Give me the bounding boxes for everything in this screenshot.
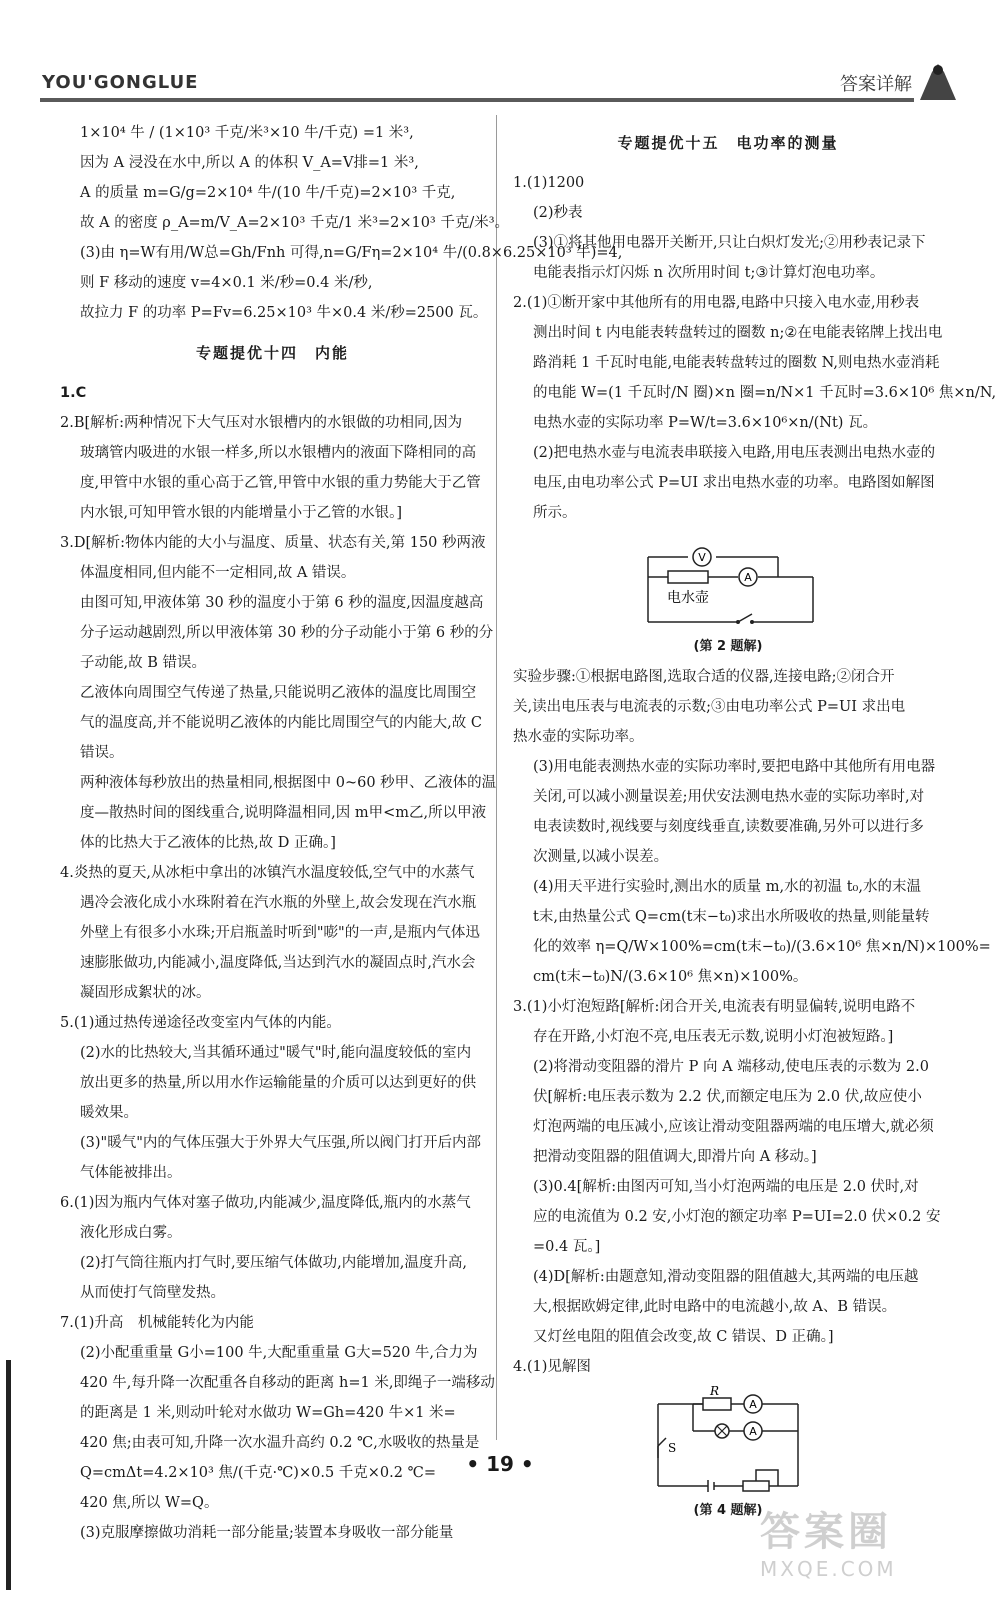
text-line: 气的温度高,并不能说明乙液体的内能比周围空气的内能大,故 C [80, 715, 482, 731]
header-rule [40, 98, 914, 102]
answer-line: 2.B[解析:两种情况下大气压对水银槽内的水银做的功相同,因为 [60, 415, 463, 431]
text-line: (4)用天平进行实验时,测出水的质量 m,水的初温 t₀,水的末温 [533, 879, 921, 895]
figure-caption: (第 4 题解) [693, 1503, 763, 1518]
watermark-text: 答案圈 [760, 1509, 892, 1555]
watermark [760, 1500, 970, 1590]
answer-line: 1.(1)1200 [513, 175, 585, 191]
text-line: 故拉力 F 的功率 P=Fv=6.25×10³ 牛×0.4 米/秒=2500 瓦。 [80, 305, 488, 321]
answer-line: 6.(1)因为瓶内气体对塞子做功,内能减少,温度降低,瓶内的水蒸气 [60, 1195, 471, 1211]
text-line: 把滑动变阻器的阻值调大,即滑片向 A 移动。] [533, 1149, 817, 1165]
text-line: 从而使打气筒壁发热。 [80, 1285, 225, 1301]
svg-text:A: A [749, 1425, 757, 1438]
answer-line: 5.(1)通过热传递途径改变室内气体的内能。 [60, 1015, 341, 1031]
text-line: 体温度相同,但内能不一定相同,故 A 错误。 [80, 565, 356, 581]
text-line: 乙液体向周围空气传递了热量,只能说明乙液体的温度比周围空 [80, 685, 477, 701]
answer-line: 7.(1)升高 机械能转化为内能 [60, 1315, 254, 1331]
text-line: 420 焦,所以 W=Q。 [80, 1495, 219, 1511]
text-line: 遇冷会液化成小水珠附着在汽水瓶的外壁上,故会发现在汽水瓶 [80, 895, 477, 911]
text-line: 关闭,可以减小测量误差;用伏安法测电热水壶的实际功率时,对 [533, 789, 925, 805]
header-title: 答案详解 [840, 74, 912, 95]
text-line: 两种液体每秒放出的热量相同,根据图中 0~60 秒甲、乙液体的温 [80, 775, 497, 791]
page-number: • 19 • [466, 1452, 534, 1476]
text-line: 电压,由电功率公式 P=UI 求出电热水壶的功率。电路图如解图 [533, 475, 935, 491]
answer-line: 1.C [60, 385, 87, 401]
circuit-diagram-q4 [648, 1386, 808, 1496]
text-line: (3)0.4[解析:由图丙可知,当小灯泡两端的电压是 2.0 伏时,对 [533, 1179, 919, 1195]
text-line: 所示。 [533, 505, 577, 521]
text-line: 凝固形成絮状的冰。 [80, 985, 211, 1001]
text-line: 路消耗 1 千瓦时电能,电能表转盘转过的圈数 N,则电热水壶消耗 [533, 355, 940, 371]
text-line: (3)克服摩擦做功消耗一部分能量;装置本身吸收一部分能量 [80, 1525, 454, 1541]
text-line: 气体能被排出。 [80, 1165, 182, 1181]
svg-text:A: A [744, 571, 752, 584]
text-line: 的距离是 1 米,则动叶轮对水做功 W=Gh=420 牛×1 米= [80, 1405, 456, 1421]
text-line: (2)将滑动变阻器的滑片 P 向 A 端移动,使电压表的示数为 2.0 [533, 1059, 929, 1075]
text-line: 应的电流值为 0.2 安,小灯泡的额定功率 P=UI=2.0 伏×0.2 安 [533, 1209, 941, 1225]
text-line: 次测量,以减小误差。 [533, 849, 669, 865]
text-line: 1×10⁴ 牛 / (1×10³ 千克/米³×10 牛/千克) =1 米³, [80, 125, 414, 141]
text-line: 大,根据欧姆定律,此时电路中的电流越小,故 A、B 错误。 [533, 1299, 897, 1315]
text-line: 体的比热大于乙液体的比热,故 D 正确。] [80, 835, 336, 851]
mascot-icon [916, 62, 960, 102]
text-line: 则 F 移动的速度 v=4×0.1 米/秒=0.4 米/秒, [80, 275, 373, 291]
text-line: 电热水壶的实际功率 P=W/t=3.6×10⁶×n/(Nt) 瓦。 [533, 415, 878, 431]
text-line: 的电能 W=(1 千瓦时/N 圈)×n 圈=n/N×1 千瓦时=3.6×10⁶ 焦×n/N, [533, 385, 997, 401]
answer-line: 2.(1)①断开家中其他所有的用电器,电路中只接入电水壶,用秒表 [513, 295, 920, 311]
text-line: 玻璃管内吸进的水银一样多,所以水银槽内的液面下降相同的高 [80, 445, 477, 461]
text-line: 又灯丝电阻的阻值会改变,故 C 错误、D 正确。] [533, 1329, 834, 1345]
text-line: 电表读数时,视线要与刻度线垂直,读数要准确,另外可以进行多 [533, 819, 924, 835]
text-line: 速膨胀做功,内能减小,温度降低,当达到汽水的凝固点时,汽水会 [80, 955, 476, 971]
text-line: (3)用电能表测热水壶的实际功率时,要把电路中其他所有用电器 [533, 759, 936, 775]
section-title: 专题提优十五 电功率的测量 [617, 134, 839, 152]
text-line: 关,读出电压表与电流表的示数;③由电功率公式 P=UI 求出电 [513, 699, 906, 715]
text-line: 存在开路,小灯泡不亮,电压表无示数,说明小灯泡被短路。] [533, 1029, 894, 1045]
kettle-label: 电水壶 [667, 590, 709, 606]
text-line: 暖效果。 [80, 1105, 138, 1121]
text-line: (2)水的比热较大,当其循环通过"暖气"时,能向温度较低的室内 [80, 1045, 472, 1061]
answer-line: 4.(1)见解图 [513, 1359, 591, 1375]
circuit-diagram-q2 [628, 532, 828, 632]
text-line: 测出时间 t 内电能表转盘转过的圈数 n;②在电能表铭牌上找出电 [533, 325, 943, 341]
text-line: (2)秒表 [533, 205, 583, 221]
text-line: (2)打气筒往瓶内打气时,要压缩气体做功,内能增加,温度升高, [80, 1255, 467, 1271]
text-line: 外壁上有很多小水珠;开启瓶盖时听到"嘭"的一声,是瓶内气体迅 [80, 925, 480, 941]
text-line: (4)D[解析:由题意知,滑动变阻器的阻值越大,其两端的电压越 [533, 1269, 919, 1285]
switch-label: S [668, 1441, 677, 1455]
text-line: 灯泡两端的电压减小,应该让滑动变阻器两端的电压增大,就必须 [533, 1119, 934, 1135]
text-line: 故 A 的密度 ρ_A=m/V_A=2×10³ 千克/1 米³=2×10³ 千克/米³。 [80, 215, 510, 231]
text-line: 放出更多的热量,所以用水作运输能量的介质可以达到更好的供 [80, 1075, 477, 1091]
text-line: cm(t末−t₀)N/(3.6×10⁶ 焦×n)×100%。 [533, 969, 808, 985]
section-title: 专题提优十四 内能 [195, 344, 349, 362]
text-line: Q=cmΔt=4.2×10³ 焦/(千克·℃)×0.5 千克×0.2 ℃= [80, 1465, 436, 1481]
header-brand: YOU'GONGLUE [42, 72, 199, 93]
text-line: 度—散热时间的图线重合,说明降温相同,因 m甲<m乙,所以甲液 [80, 805, 487, 821]
text-line: 分子运动越剧烈,所以甲液体第 30 秒的分子动能小于第 6 秒的分 [80, 625, 494, 641]
text-line: 化的效率 η=Q/W×100%=cm(t末−t₀)/(3.6×10⁶ 焦×n/N)×100%= [533, 939, 991, 955]
text-line: 子动能,故 B 错误。 [80, 655, 206, 671]
svg-text:V: V [698, 551, 706, 564]
svg-text:A: A [749, 1398, 757, 1411]
text-line: A 的质量 m=G/g=2×10⁴ 牛/(10 牛/千克)=2×10³ 千克, [80, 185, 456, 201]
text-line: 错误。 [80, 745, 124, 761]
watermark-url: MXQE.COM [760, 1557, 897, 1581]
text-line: (2)把电热水壶与电流表串联接入电路,用电压表测出电热水壶的 [533, 445, 936, 461]
text-line: 实验步骤:①根据电路图,选取合适的仪器,连接电路;②闭合开 [513, 669, 895, 685]
text-line: (3)由 η=W有用/W总=Gh/Fnh 可得,n=G/Fη=2×10⁴ 牛/(0.8×6.25×10³ 牛)=4, [80, 245, 623, 261]
text-line: 度,甲管中水银的重心高于乙管,甲管中水银的重力势能大于乙管 [80, 475, 481, 491]
answer-line: 3.(1)小灯泡短路[解析:闭合开关,电流表有明显偏转,说明电路不 [513, 999, 916, 1015]
text-line: (3)①将其他用电器开关断开,只让白炽灯发光;②用秒表记录下 [533, 235, 926, 251]
answer-line: 4.炎热的夏天,从冰柜中拿出的冰镇汽水温度较低,空气中的水蒸气 [60, 865, 475, 881]
text-line: t末,由热量公式 Q=cm(t末−t₀)求出水所吸收的热量,则能量转 [533, 909, 930, 925]
figure-caption: (第 2 题解) [693, 639, 763, 654]
text-line: 因为 A 浸没在水中,所以 A 的体积 V_A=V排=1 米³, [80, 155, 419, 171]
text-line: 热水壶的实际功率。 [513, 729, 644, 745]
answer-line: 3.D[解析:物体内能的大小与温度、质量、状态有关,第 150 秒两液 [60, 535, 486, 551]
text-line: =0.4 瓦。] [533, 1239, 601, 1255]
resistor-label: R [710, 1384, 720, 1398]
text-line: 液化形成白雾。 [80, 1225, 182, 1241]
text-line: (3)"暖气"内的气体压强大于外界大气压强,所以阀门打开后内部 [80, 1135, 481, 1151]
right-column [513, 118, 997, 1526]
text-line: 电能表指示灯闪烁 n 次所用时间 t;③计算灯泡电功率。 [533, 265, 885, 281]
text-line: 420 焦;由表可知,升降一次水温升高约 0.2 ℃,水吸收的热量是 [80, 1435, 480, 1451]
text-line: 由图可知,甲液体第 30 秒的温度小于第 6 秒的温度,因温度越高 [80, 595, 484, 611]
text-line: 420 牛,每升降一次配重各自移动的距离 h=1 米,即绳子一端移动 [80, 1375, 495, 1391]
text-line: 内水银,可知甲管水银的内能增量小于乙管的水银。] [80, 505, 403, 521]
text-line: 伏[解析:电压表示数为 2.2 伏,而额定电压为 2.0 伏,故应使小 [533, 1089, 922, 1105]
text-line: (2)小配重重量 G小=100 牛,大配重重量 G大=520 牛,合力为 [80, 1345, 478, 1361]
